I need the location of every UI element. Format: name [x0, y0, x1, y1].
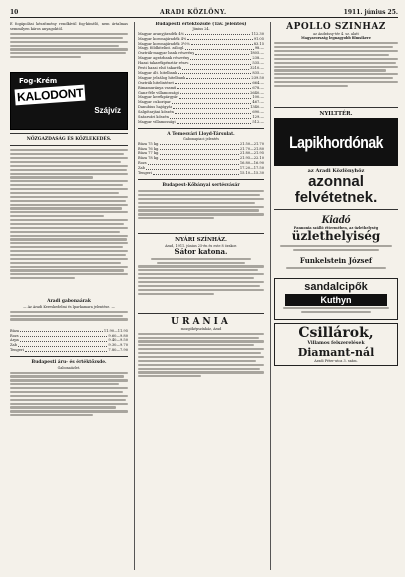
apollo-title: APOLLO SZÍNHÁZ [286, 22, 386, 32]
table-row: Búza 76 kg. 21.70—21.80 [138, 146, 264, 151]
intro-text: E fogápolási készítmény rendkívül fog-kímélő, nem ártalmas semmilyen káros anyagoktól. [10, 22, 128, 31]
table-row: Tengeri 15.10—15.30 [138, 171, 264, 176]
kiado-subtitle: Pannonia szálló éttermében, az üzlethelység [293, 225, 379, 230]
table-row: Ganz-féle villamossági 2640.— [138, 90, 264, 95]
table-row: Magyar villamossági 512.— [138, 120, 264, 125]
newspaper-title: ARADI KÖZLÖNY. [160, 9, 227, 16]
table-row: Tengeri 7.80—7.90 [10, 348, 128, 353]
table-row: Árpa 9.40—9.50 [10, 338, 128, 343]
lloyd-subtitle: Gabonapiaci jelentés [183, 137, 219, 142]
apollo-program: Magyarország legnagyobb filmsikere [301, 36, 371, 41]
table-row: Salgótarjáni kőszén 690.— [138, 110, 264, 115]
issue-date: 1911. június 25. [343, 9, 398, 16]
table-row: Búza 75 kg. 21.50—21.70 [138, 141, 264, 146]
table-row: Magyar koronajáradék 3½% 83.15 [138, 41, 264, 46]
page-number: 10 [10, 9, 19, 16]
sandal-title: sandalcipők [304, 280, 368, 293]
kalodont-ad-line1: Fog-Krém [19, 76, 58, 85]
table-row: Magyar kerékpárgyár 100.— [138, 95, 264, 100]
table-row: Magy. földhitelint. zálogl. 98.— [138, 46, 264, 51]
column-1 [10, 22, 128, 570]
table-row: Rozs 9.60—9.80 [10, 333, 128, 338]
apollo-subtitle: az Andrássy-tér 4. sz. alatt [313, 32, 359, 36]
table-row: Pesti hazai első takarék 3210.— [138, 66, 264, 71]
table-row: Magyar jelzálog hitelbank 239.50 [138, 75, 264, 80]
intro-body [10, 33, 128, 69]
table-row: Búza 77 kg. 21.80—21.95 [138, 151, 264, 156]
funkelstein-name: Funkelstein József [299, 255, 373, 265]
table-row: Osztrák-magyar bank részvény 1805.— [138, 51, 264, 56]
nyiltter-title: NYILTTÉR. [319, 111, 353, 118]
table-row: Rozs 16.80—16.90 [138, 161, 264, 166]
kalodont-tagline: Szájvíz [94, 105, 121, 115]
table-row: Magyar cukoripar 467.— [138, 100, 264, 105]
csillar-title: Csillárok, [298, 325, 374, 342]
budapest-title: Budapesti áru- és értéktőzsde. [31, 360, 107, 366]
kalodont-brand: KALODONT [15, 84, 86, 105]
price-table [138, 142, 264, 176]
table-row: Szászvári kőszén 129.— [138, 115, 264, 120]
market-table [10, 329, 128, 354]
exchange-title: Budapest-Kőbányai sertésvásár [162, 182, 240, 188]
market-subtitle: — Az Aradi Kereskedelmi és Iparkamara jelentése. — [23, 304, 115, 309]
lapik-ad: Lapikhordónak [274, 118, 398, 166]
table-row: Osztrák hitelintézet 664.— [138, 80, 264, 85]
table-row: Danubius hajógyár 1340.— [138, 105, 264, 110]
table-row: Magyar ált. hitelbank 835.— [138, 70, 264, 75]
table-row: Búza 11.90—11.95 [10, 328, 128, 333]
economy-article [10, 149, 128, 299]
stock-title: Budapesti értéktőzsde (Táv. jelentés) [155, 22, 247, 27]
diamant-ad [274, 323, 398, 366]
kozlony-line3: felvétetnek. [294, 188, 378, 206]
table-row: Magyar koronajáradék 4% 91.05 [138, 36, 264, 41]
economy-section-title: NÖZGAZDASÁG ÉS KÖZLEKEDÉS. [26, 136, 112, 142]
table-row: Hazai takarékpénztár részv. 535.— [138, 61, 264, 66]
diamant-address: Aradi Péter-utca 3. szám. [314, 358, 358, 363]
summer-theatre-subtitle: Arad, 1911. június 25-én és este 8 órakor. [165, 243, 237, 248]
table-row: Búza 78 kg. 21.95—22.10 [138, 156, 264, 161]
budapest-subtitle: Gabonaüzlet. [57, 365, 81, 370]
kozlony-line2: azonnal [308, 172, 364, 190]
play-title: Sátor katona. [174, 246, 228, 256]
uzlethelyiseg-title: üzlethelyiség [291, 229, 381, 244]
stock-subtitle: Június 24. [192, 27, 210, 32]
stock-table [138, 32, 264, 125]
kiado-title: Kiadó [321, 211, 351, 226]
market-title: Aradi gabonaárak [47, 299, 91, 305]
csillar-subtitle: Villamos felszerelések [307, 341, 365, 347]
table-row: Rimamuránya vasmű 678.— [138, 85, 264, 90]
summer-theatre-title: NYÁRI SZÍNHÁZ. [175, 237, 227, 244]
masthead [10, 8, 398, 18]
kalodont-ad [10, 72, 128, 130]
sandal-ad [274, 278, 398, 321]
table-row: Zab 9.30—9.70 [10, 343, 128, 348]
table-row: Zab 17.20—17.50 [138, 166, 264, 171]
diamant-title: Diamant-nál [297, 345, 375, 359]
lloyd-title: A Temesvári Lloyd-Társulat. [167, 131, 235, 137]
table-row: Magyar agrárbank részvény 238.— [138, 56, 264, 61]
newspaper-page [10, 8, 398, 570]
kuthy-name: Kuthyn [285, 294, 387, 306]
column-2 [134, 22, 264, 570]
table-row: Magyar aranyjáradék 4% 112.30 [138, 31, 264, 36]
kozlony-line1: az Aradi Közlönyhöz [307, 167, 365, 174]
urania-title: URANIA [171, 316, 231, 327]
column-3 [270, 22, 398, 570]
urania-subtitle: mozgóképszínház, Arad [180, 326, 222, 331]
